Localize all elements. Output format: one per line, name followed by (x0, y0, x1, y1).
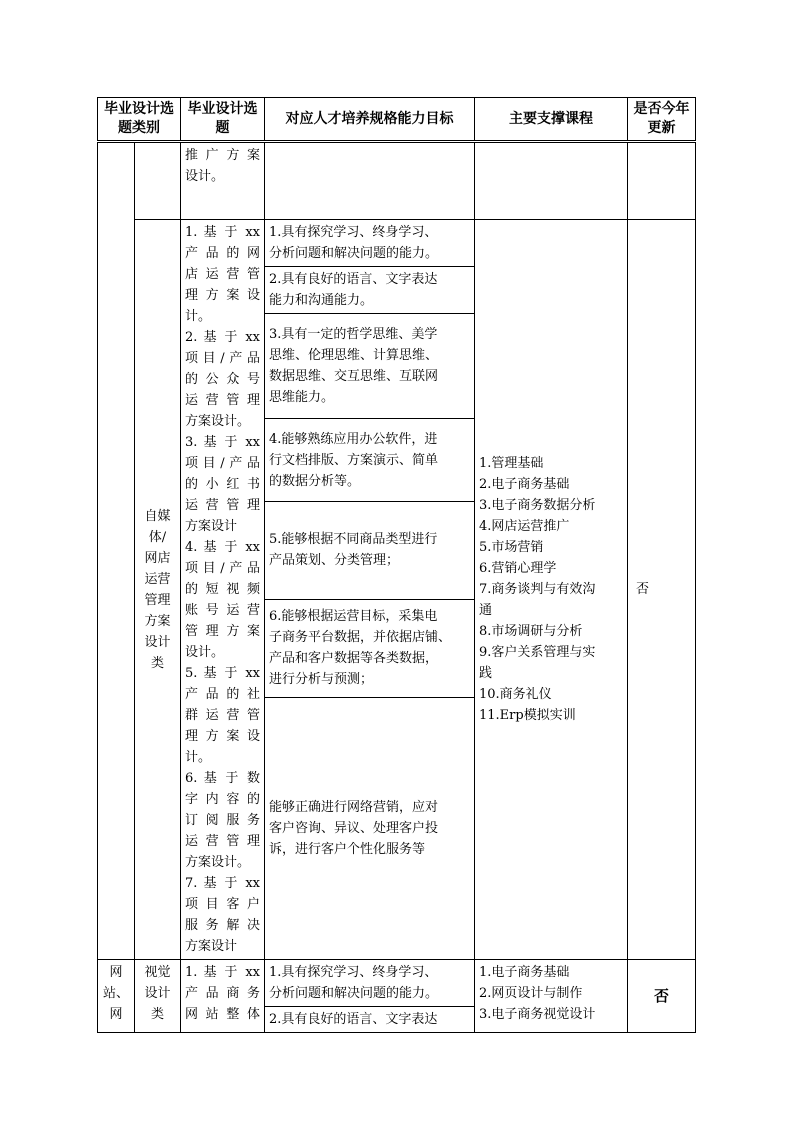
header-topic: 毕业设计选题 (181, 98, 265, 142)
goal-cell (265, 1007, 475, 1033)
goal-line: 3.具有一定的哲学思维、美学 (269, 327, 438, 343)
topic-line: 2. 基 于 xx (185, 330, 260, 345)
course-line: 11.Erp模拟实训 (479, 708, 576, 723)
topic-line: 设计。 (185, 645, 225, 660)
topic-line: 计。 (185, 309, 212, 324)
topic-line: 账 号 运 营 (185, 603, 260, 618)
course-cell-media (475, 220, 628, 960)
goal-cell (265, 697, 475, 959)
course-line: 5.市场营销 (479, 540, 544, 555)
goal-line: 产品策划、分类管理； (269, 553, 400, 569)
category-line: 类 (150, 1007, 164, 1022)
topic-line: 理 方 案 设 (185, 288, 260, 303)
topic-cell-web (181, 960, 265, 1033)
goal-line: 思维、伦理思维、计算思维、 (269, 348, 439, 364)
course-line: 9.客户关系管理与实 (479, 645, 596, 660)
goal-line: 5.能够根据不同商品类型进行 (269, 532, 438, 548)
category-line: 体/ (148, 529, 167, 545)
header-category: 毕业设计选题类别 (98, 98, 181, 142)
topic-line: 1. 基 于 xx (185, 965, 260, 980)
course-line: 通 (479, 603, 493, 618)
topic-cell (181, 142, 265, 220)
course-line: 2.网页设计与制作 (479, 986, 583, 1001)
course-line: 践 (479, 666, 493, 681)
topic-line: 字 内 容 的 (185, 792, 260, 807)
category-line: 网 (109, 965, 123, 980)
course-cell (475, 142, 628, 220)
table-row (98, 220, 696, 267)
topic-line: 方案设计 (185, 939, 238, 954)
goal-line: 能够正确进行网络营销，应对 (269, 799, 439, 815)
topic-line: 项 目 客 户 (185, 897, 260, 912)
topic-line: 项目/产品 (185, 561, 260, 576)
topic-line: 产 品 商 务 (185, 986, 260, 1001)
goal-line: 产品和客户数据等各类数据， (269, 651, 439, 667)
category-line: 视觉 (144, 965, 171, 980)
topic-line: 方案设计。 (185, 855, 251, 870)
category-line: 设计 (144, 986, 171, 1001)
course-line: 1.管理基础 (479, 456, 544, 471)
topic-line: 理 方 案 设 (185, 729, 260, 744)
topic-line: 方案设计。 (185, 414, 251, 429)
header-updated: 是否今年更新 (628, 98, 696, 142)
goal-line: 行文档排版、方案演示、简单 (269, 452, 439, 468)
goal-line: 分析问题和解决问题的能力。 (269, 986, 439, 1001)
goal-line: 2.具有良好的语言、文字表达 (269, 1012, 438, 1027)
course-line: 8.市场调研与分析 (479, 624, 583, 639)
goal-line: 能力和沟通能力。 (269, 293, 374, 309)
topic-line: 5. 基 于 xx (185, 666, 260, 681)
course-line: 4.网店运营推广 (479, 519, 570, 534)
course-line: 2.电子商务基础 (479, 477, 570, 492)
topic-line: 1. 基 于 xx (185, 225, 260, 240)
goal-cell (265, 419, 475, 502)
goal-line: 子商务平台数据，并依据店铺、 (269, 630, 452, 646)
topic-line: 的 小 红 书 (185, 477, 260, 492)
category-line: 方案 (144, 613, 171, 629)
category-line: 自媒 (144, 508, 171, 524)
topic-line: 管 理 方 案 (185, 624, 260, 639)
goal-cell (265, 960, 475, 1007)
goal-line: 1.具有探究学习、终身学习、 (269, 965, 438, 980)
goal-cell (265, 220, 475, 267)
course-line: 3.电子商务数据分析 (479, 498, 596, 513)
topic-line: 计。 (185, 750, 212, 765)
topic-line: 4. 基 于 xx (185, 540, 260, 555)
category-line: 管理 (144, 592, 171, 608)
topic-line: 方案设计 (185, 519, 238, 534)
goal-line: 诉，进行客户个性化服务等 (269, 841, 426, 857)
topic-line: 的 公 众 号 (185, 372, 260, 387)
table-row (98, 960, 696, 1007)
topic-cell-media (181, 220, 265, 960)
topic-line: 运 营 管 理 (185, 834, 260, 849)
updated-cell-media: 否 (628, 220, 696, 960)
curriculum-table (97, 97, 696, 1033)
updated-cell (628, 142, 696, 220)
goal-cell (265, 314, 475, 419)
topic-line: 项目/产品 (185, 351, 260, 366)
header-row (98, 98, 696, 142)
table-row (98, 142, 696, 220)
course-line: 1.电子商务基础 (479, 965, 570, 980)
topic-line: 推 广 方 案 (185, 148, 260, 163)
goal-cell (265, 502, 475, 599)
category-line: 设计 (144, 634, 171, 650)
goal-line: 6.能够根据运营目标，采集电 (269, 609, 438, 625)
category-cell (135, 142, 181, 220)
goal-line: 1.具有探究学习、终身学习、 (269, 225, 438, 240)
category-line: 运营 (144, 571, 171, 587)
topic-line: 项目/产品 (185, 456, 260, 471)
course-line: 10.商务礼仪 (479, 687, 552, 702)
goal-line: 数据思维、交互思维、互联网 (269, 369, 439, 385)
category-line: 站、 (102, 986, 129, 1001)
updated-cell-web: 否 (628, 960, 696, 1033)
category-cell-media (135, 220, 181, 960)
topic-line: 产 品 的 社 (185, 687, 260, 702)
category-line: 网 (109, 1007, 123, 1022)
category-line: 类 (150, 655, 164, 671)
topic-line: 6. 基 于 数 (185, 771, 260, 786)
course-cell-web (475, 960, 628, 1033)
goal-line: 4.能够熟练应用办公软件，进 (269, 431, 438, 447)
goal-cell (265, 267, 475, 314)
goal-cell (265, 142, 475, 220)
topic-line: 网 站 整 体 (185, 1007, 260, 1022)
category-cell-web (135, 960, 181, 1033)
goal-line: 的数据分析等。 (269, 473, 361, 489)
topic-line: 服 务 解 决 (185, 918, 260, 933)
course-line: 6.营销心理学 (479, 561, 557, 576)
topic-line: 设计。 (185, 169, 225, 184)
goal-cell (265, 599, 475, 697)
topic-line: 3. 基 于 xx (185, 435, 260, 450)
topic-line: 群 运 营 管 (185, 708, 260, 723)
topic-line: 的 短 视 频 (185, 582, 260, 597)
outer-category-cell (98, 142, 135, 960)
topic-line: 订 阅 服 务 (185, 813, 260, 828)
goal-line: 进行分析与预测； (269, 672, 374, 688)
outer-category-cell-web (98, 960, 135, 1033)
header-courses: 主要支撑课程 (475, 98, 628, 142)
topic-line: 7. 基 于 xx (185, 876, 260, 891)
goal-line: 思维能力。 (269, 390, 335, 406)
course-line: 7.商务谈判与有效沟 (479, 582, 596, 597)
topic-line: 产 品 的 网 (185, 246, 260, 261)
topic-line: 运 营 管 理 (185, 498, 260, 513)
goal-line: 2.具有良好的语言、文字表达 (269, 272, 438, 288)
course-line: 3.电子商务视觉设计 (479, 1007, 596, 1022)
category-line: 网店 (144, 550, 171, 566)
goal-line: 客户咨询、异议、处理客户投 (269, 820, 439, 836)
topic-line: 运 营 管 理 (185, 393, 260, 408)
topic-line: 店 运 营 管 (185, 267, 260, 282)
goal-line: 分析问题和解决问题的能力。 (269, 246, 439, 261)
header-goals: 对应人才培养规格能力目标 (265, 98, 475, 142)
